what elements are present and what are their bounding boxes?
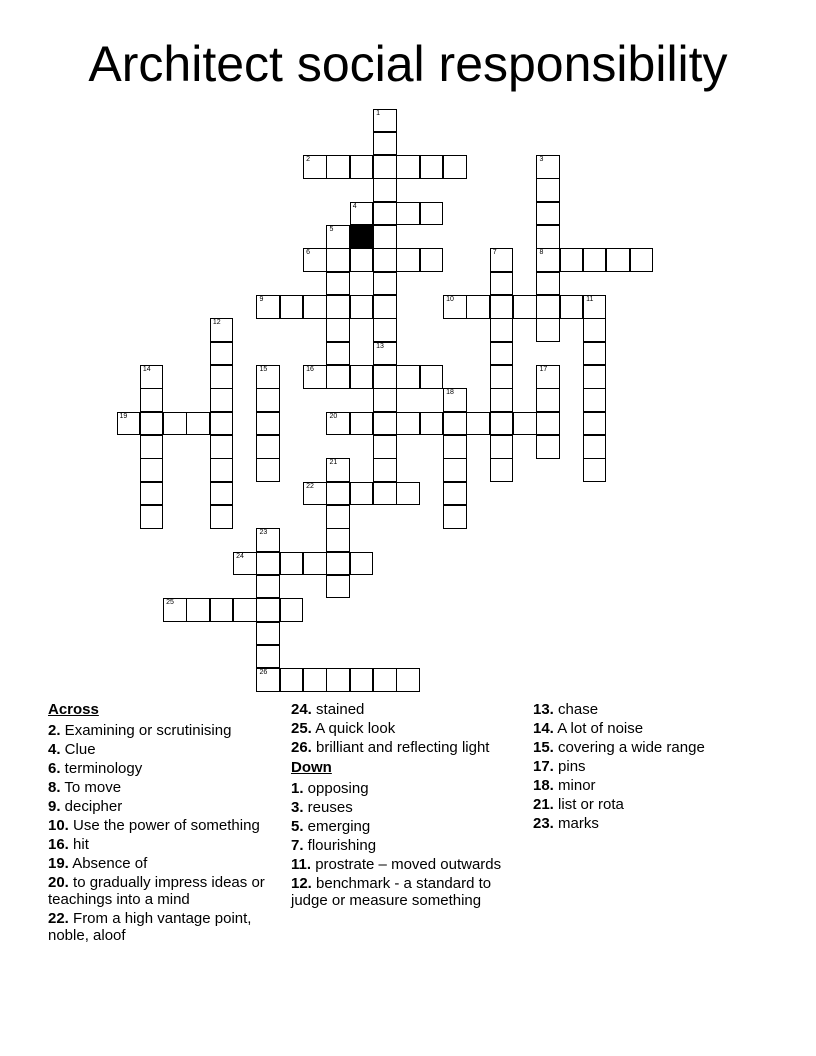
grid-cell[interactable] — [256, 598, 279, 621]
clue-number: 7. — [291, 837, 304, 854]
grid-cell[interactable] — [373, 248, 396, 271]
grid-cell[interactable] — [303, 295, 326, 318]
clue-text: A lot of noise — [553, 720, 644, 737]
grid-cell[interactable] — [490, 295, 513, 318]
grid-cell[interactable] — [326, 365, 349, 388]
cell-number: 16 — [306, 366, 314, 374]
cell-number: 6 — [306, 249, 311, 257]
clue-text: terminology — [60, 760, 143, 777]
clue-number: 15. — [533, 739, 554, 756]
grid-cell[interactable] — [256, 412, 279, 435]
grid-cell[interactable] — [350, 482, 373, 505]
grid-cell[interactable] — [513, 412, 536, 435]
cell-number: 7 — [492, 249, 497, 257]
grid-cell[interactable] — [350, 668, 373, 691]
clue-number: 3. — [291, 799, 304, 816]
cell-number: 18 — [446, 389, 454, 397]
clue-text: From a high vantage point, noble, aloof — [48, 910, 252, 944]
clue-down — [533, 796, 773, 813]
grid-cell[interactable] — [256, 622, 279, 645]
grid-cell[interactable] — [583, 342, 606, 365]
clue-across — [48, 910, 283, 944]
cell-number: 11 — [586, 296, 594, 304]
grid-cell[interactable] — [163, 412, 186, 435]
grid-cell[interactable] — [280, 295, 303, 318]
grid-cell[interactable] — [490, 365, 513, 388]
grid-cell[interactable] — [536, 412, 559, 435]
clue-number: 9. — [48, 798, 61, 815]
clue-text: A quick look — [311, 720, 396, 737]
grid-cell[interactable] — [536, 248, 559, 271]
grid-cell[interactable] — [326, 318, 349, 341]
grid-cell[interactable] — [326, 505, 349, 528]
clue-text: opposing — [303, 780, 369, 797]
grid-cell[interactable] — [280, 552, 303, 575]
clue-down — [291, 856, 523, 873]
clue-text: prostrate – moved outwards — [311, 856, 502, 873]
grid-cell[interactable] — [350, 365, 373, 388]
grid-cell[interactable] — [140, 435, 163, 458]
clue-across — [48, 741, 283, 758]
grid-cell[interactable] — [256, 295, 279, 318]
grid-cell[interactable] — [210, 365, 233, 388]
grid-cell[interactable] — [350, 412, 373, 435]
grid-cell[interactable] — [536, 225, 559, 248]
grid-cell[interactable] — [140, 388, 163, 411]
grid-cell[interactable] — [326, 575, 349, 598]
grid-cell[interactable] — [373, 295, 396, 318]
grid-cell[interactable] — [256, 458, 279, 481]
grid-cell[interactable] — [396, 202, 419, 225]
grid-cell[interactable] — [303, 155, 326, 178]
clue-down — [533, 777, 773, 794]
clue-text: Examining or scrutinising — [60, 722, 232, 739]
grid-cell[interactable] — [536, 272, 559, 295]
clue-across — [291, 739, 523, 756]
grid-cell[interactable] — [233, 552, 256, 575]
grid-cell[interactable] — [396, 155, 419, 178]
grid-cell[interactable] — [373, 388, 396, 411]
cell-number: 3 — [539, 156, 544, 164]
clue-number: 12. — [291, 875, 312, 892]
grid-cell[interactable] — [350, 248, 373, 271]
grid-cell[interactable] — [163, 598, 186, 621]
clue-text: to gradually impress ideas or teachings into a mind — [48, 874, 265, 908]
grid-cell[interactable] — [373, 342, 396, 365]
grid-cell[interactable] — [420, 248, 443, 271]
grid-cell[interactable] — [256, 668, 279, 691]
clue-across — [48, 874, 283, 908]
grid-cell[interactable] — [443, 435, 466, 458]
clue-text: brilliant and reflecting light — [311, 739, 490, 756]
clue-number: 26. — [291, 739, 312, 756]
clue-number: 25. — [291, 720, 312, 737]
cell-number: 23 — [259, 529, 268, 537]
clue-number: 8. — [48, 779, 61, 796]
grid-cell[interactable] — [443, 155, 466, 178]
grid-cell[interactable] — [210, 318, 233, 341]
clues-column-1 — [48, 701, 283, 946]
grid-cell[interactable] — [303, 365, 326, 388]
grid-cell[interactable] — [303, 552, 326, 575]
cell-number: 24 — [236, 552, 244, 560]
grid-cell[interactable] — [140, 505, 163, 528]
clue-across — [48, 817, 283, 834]
grid-cell[interactable] — [256, 645, 279, 668]
cell-number: 12 — [212, 319, 221, 327]
grid-cell[interactable] — [326, 528, 349, 551]
clue-number: 5. — [291, 818, 304, 835]
grid-cell[interactable] — [280, 598, 303, 621]
grid-cell[interactable] — [326, 155, 349, 178]
clue-down — [291, 780, 523, 797]
grid-cell[interactable] — [326, 668, 349, 691]
grid-cell[interactable] — [373, 482, 396, 505]
grid-cell[interactable] — [140, 458, 163, 481]
clue-text: chase — [553, 701, 599, 718]
grid-cell[interactable] — [490, 272, 513, 295]
cell-number: 19 — [119, 412, 128, 420]
grid-cell[interactable] — [396, 482, 419, 505]
grid-cell[interactable] — [490, 342, 513, 365]
grid-cell[interactable] — [490, 435, 513, 458]
clue-number: 24. — [291, 701, 312, 718]
clue-number: 20. — [48, 874, 69, 891]
cell-number: 25 — [166, 599, 174, 607]
grid-cell[interactable] — [256, 552, 279, 575]
clue-number: 14. — [533, 720, 554, 737]
grid-cell[interactable] — [583, 295, 606, 318]
grid-cell[interactable] — [583, 458, 606, 481]
cell-number: 14 — [142, 366, 151, 374]
grid-cell[interactable] — [326, 248, 349, 271]
grid-cell[interactable] — [326, 295, 349, 318]
grid-cell[interactable] — [140, 412, 163, 435]
cell-number: 13 — [376, 342, 384, 350]
cell-number: 5 — [329, 226, 334, 234]
grid-cell[interactable] — [326, 342, 349, 365]
grid-cell[interactable] — [490, 248, 513, 271]
grid-cell[interactable] — [490, 458, 513, 481]
grid-cell[interactable] — [536, 365, 559, 388]
grid-cell[interactable] — [420, 202, 443, 225]
grid-cell[interactable] — [373, 668, 396, 691]
cell-number: 4 — [352, 202, 357, 210]
cell-number: 21 — [329, 459, 338, 467]
clue-text: minor — [553, 777, 596, 794]
clue-text: list or rota — [553, 796, 624, 813]
clue-number: 10. — [48, 817, 69, 834]
grid-cell[interactable] — [326, 458, 349, 481]
grid-cell[interactable] — [140, 482, 163, 505]
clue-number: 17. — [533, 758, 554, 775]
grid-cell[interactable] — [373, 178, 396, 201]
clue-down — [533, 739, 773, 756]
clue-text: hit — [68, 836, 89, 853]
grid-cell[interactable] — [490, 388, 513, 411]
grid-cell[interactable] — [373, 318, 396, 341]
cell-number: 10 — [446, 296, 454, 304]
clue-number: 21. — [533, 796, 554, 813]
clue-number: 2. — [48, 722, 61, 739]
grid-cell[interactable] — [326, 225, 349, 248]
clue-number: 13. — [533, 701, 554, 718]
clue-text: stained — [311, 701, 365, 718]
cell-number: 17 — [539, 366, 548, 374]
grid-cell[interactable] — [373, 412, 396, 435]
grid-cell[interactable] — [140, 365, 163, 388]
clue-down — [533, 720, 773, 737]
cell-number: 26 — [259, 669, 268, 677]
grid-cell[interactable] — [373, 155, 396, 178]
grid-cell[interactable] — [583, 318, 606, 341]
grid-cell[interactable] — [186, 412, 209, 435]
clue-down — [291, 837, 523, 854]
clue-down — [533, 758, 773, 775]
clue-text: emerging — [303, 818, 371, 835]
grid-cell[interactable] — [280, 668, 303, 691]
clue-across — [48, 722, 283, 739]
grid-cell[interactable] — [256, 528, 279, 551]
grid-cell[interactable] — [373, 365, 396, 388]
clue-number: 4. — [48, 741, 61, 758]
grid-cell[interactable] — [420, 412, 443, 435]
cell-number: 20 — [329, 412, 338, 420]
grid-cell[interactable] — [373, 435, 396, 458]
clue-text: decipher — [60, 798, 123, 815]
grid-cell[interactable] — [536, 178, 559, 201]
clue-down — [291, 875, 523, 909]
cell-number: 2 — [306, 156, 311, 164]
grid-cell[interactable] — [210, 458, 233, 481]
grid-cell[interactable] — [443, 412, 466, 435]
grid-cell[interactable] — [606, 248, 629, 271]
grid-cell[interactable] — [186, 598, 209, 621]
clue-text: benchmark - a standard to judge or measure something — [291, 875, 492, 909]
grid-cell[interactable] — [490, 412, 513, 435]
grid-cell[interactable] — [256, 365, 279, 388]
grid-cell[interactable] — [210, 342, 233, 365]
grid-cell[interactable] — [536, 318, 559, 341]
clue-number: 18. — [533, 777, 554, 794]
grid-cell[interactable] — [326, 412, 349, 435]
grid-cell[interactable] — [420, 365, 443, 388]
grid-cell[interactable] — [210, 388, 233, 411]
clue-text: Clue — [60, 741, 96, 758]
grid-cell[interactable] — [443, 458, 466, 481]
cell-number: 22 — [306, 482, 314, 490]
grid-cell[interactable] — [210, 505, 233, 528]
across-heading: Across — [48, 701, 99, 718]
clue-number: 11. — [291, 856, 312, 873]
grid-cell[interactable] — [536, 388, 559, 411]
clue-down — [533, 815, 773, 832]
clue-text: To move — [60, 779, 122, 796]
clue-number: 1. — [291, 780, 304, 797]
grid-cell[interactable] — [560, 248, 583, 271]
cell-number: 15 — [259, 366, 268, 374]
cell-number: 8 — [539, 249, 544, 257]
grid-cell[interactable] — [513, 295, 536, 318]
grid-cell[interactable] — [443, 505, 466, 528]
grid-cell[interactable] — [350, 295, 373, 318]
clue-across — [291, 701, 523, 718]
grid-cell[interactable] — [210, 435, 233, 458]
clues-column-2 — [291, 701, 523, 911]
grid-cell[interactable] — [326, 552, 349, 575]
clue-down — [291, 799, 523, 816]
clue-across — [48, 779, 283, 796]
grid-cell[interactable] — [373, 202, 396, 225]
grid-cell[interactable] — [256, 388, 279, 411]
clue-number: 22. — [48, 910, 69, 927]
grid-cell[interactable] — [536, 435, 559, 458]
clue-across — [48, 798, 283, 815]
grid-cell[interactable] — [560, 295, 583, 318]
grid-cell[interactable] — [536, 202, 559, 225]
grid-cell[interactable] — [420, 155, 443, 178]
grid-cell[interactable] — [583, 248, 606, 271]
grid-cell[interactable] — [303, 668, 326, 691]
grid-cell[interactable] — [350, 552, 373, 575]
grid-cell[interactable] — [466, 295, 489, 318]
grid-cell[interactable] — [303, 248, 326, 271]
black-cell — [350, 225, 373, 248]
grid-cell[interactable] — [583, 388, 606, 411]
clue-across — [291, 720, 523, 737]
grid-cell[interactable] — [373, 132, 396, 155]
grid-cell[interactable] — [373, 109, 396, 132]
grid-cell[interactable] — [536, 295, 559, 318]
clue-across — [48, 760, 283, 777]
grid-cell[interactable] — [583, 435, 606, 458]
grid-cell[interactable] — [396, 365, 419, 388]
grid-cell[interactable] — [583, 365, 606, 388]
grid-cell[interactable] — [466, 412, 489, 435]
grid-cell[interactable] — [443, 388, 466, 411]
down-heading: Down — [291, 759, 332, 776]
clue-text: reuses — [303, 799, 353, 816]
clue-number: 19. — [48, 855, 69, 872]
grid-cell[interactable] — [443, 295, 466, 318]
clue-number: 6. — [48, 760, 61, 777]
grid-cell[interactable] — [210, 482, 233, 505]
grid-cell[interactable] — [536, 155, 559, 178]
grid-cell[interactable] — [443, 482, 466, 505]
grid-cell[interactable] — [233, 598, 256, 621]
grid-cell[interactable] — [210, 598, 233, 621]
clue-down — [533, 701, 773, 718]
grid-cell[interactable] — [256, 575, 279, 598]
grid-cell[interactable] — [373, 272, 396, 295]
clue-text: flourishing — [303, 837, 377, 854]
grid-cell[interactable] — [326, 272, 349, 295]
clue-across — [48, 855, 283, 872]
clue-text: marks — [553, 815, 599, 832]
clue-across — [48, 836, 283, 853]
clue-text: pins — [553, 758, 586, 775]
grid-cell[interactable] — [373, 225, 396, 248]
grid-cell[interactable] — [490, 318, 513, 341]
grid-cell[interactable] — [256, 435, 279, 458]
clue-down — [291, 818, 523, 835]
puzzle-title: Architect social responsibility — [88, 36, 728, 92]
grid-cell[interactable] — [396, 248, 419, 271]
grid-cell[interactable] — [117, 412, 140, 435]
grid-cell[interactable] — [396, 412, 419, 435]
grid-cell[interactable] — [350, 155, 373, 178]
clue-text: covering a wide range — [553, 739, 705, 756]
grid-cell[interactable] — [630, 248, 653, 271]
clue-text: Use the power of something — [68, 817, 260, 834]
grid-cell[interactable] — [373, 458, 396, 481]
cell-number: 9 — [259, 296, 264, 304]
cell-number: 1 — [376, 109, 381, 117]
clue-text: Absence of — [68, 855, 148, 872]
clue-number: 16. — [48, 836, 69, 853]
grid-cell[interactable] — [396, 668, 419, 691]
grid-cell[interactable] — [210, 412, 233, 435]
grid-cell[interactable] — [303, 482, 326, 505]
clues-column-3 — [533, 701, 773, 834]
grid-cell[interactable] — [350, 202, 373, 225]
grid-cell[interactable] — [583, 412, 606, 435]
grid-cell[interactable] — [326, 482, 349, 505]
clue-number: 23. — [533, 815, 554, 832]
